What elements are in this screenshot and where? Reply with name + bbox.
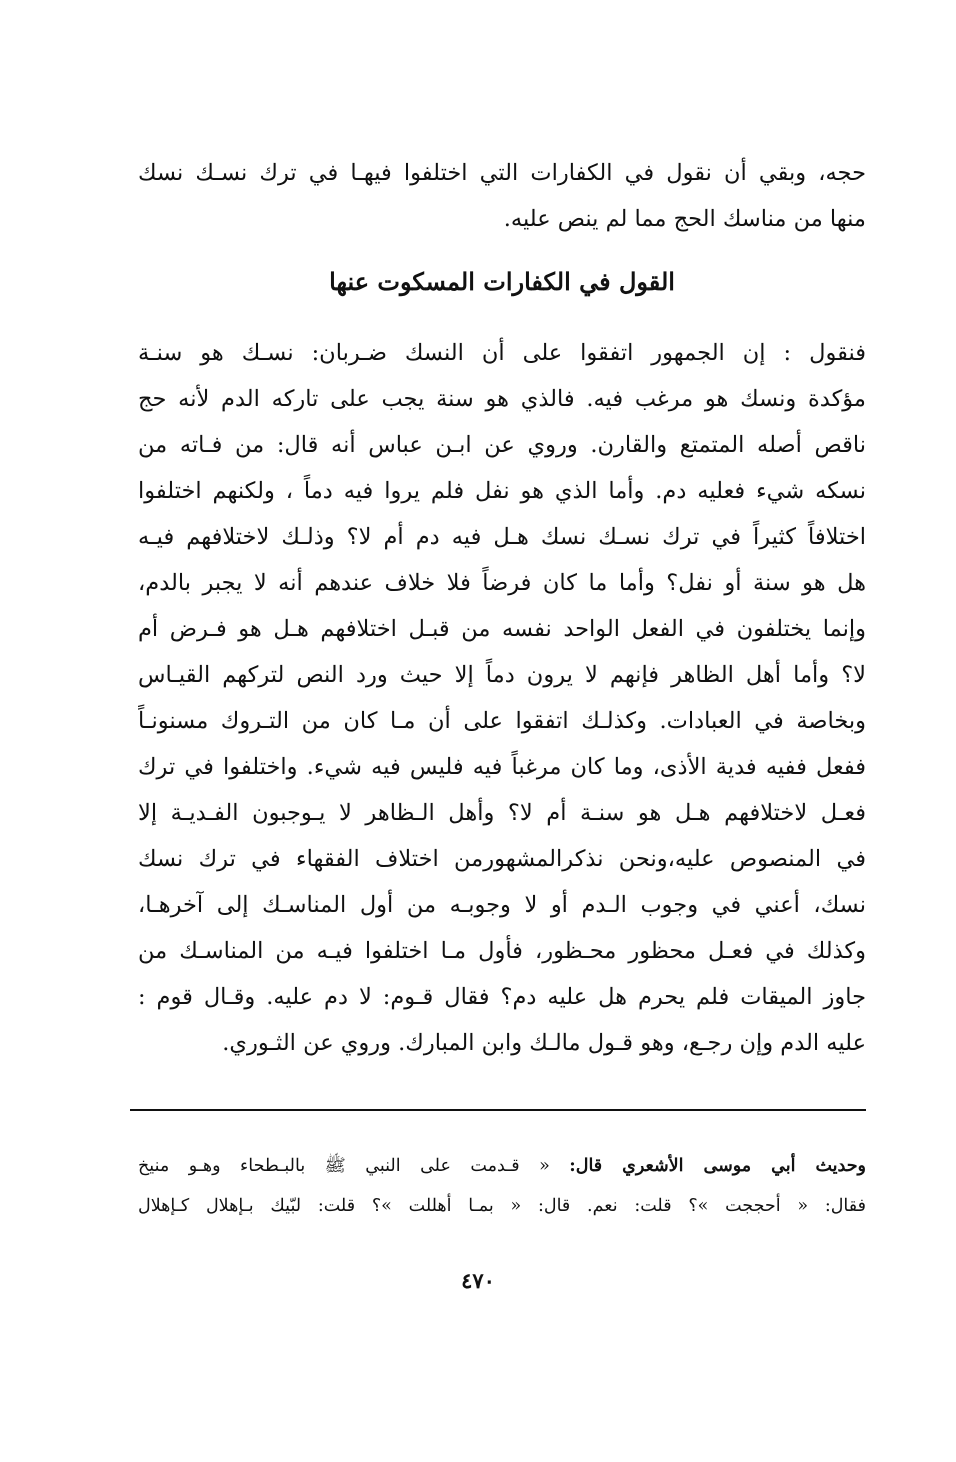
- page-number: ٤٧٠: [461, 1268, 495, 1293]
- body-line: اختلافاً كثيراً في ترك نسـك نسك هـل فيه دم أم لا؟ وذلـك لاختلافهم فيـه: [138, 524, 866, 550]
- body-paragraph: [138, 330, 866, 1066]
- footnote-line: [138, 1146, 866, 1186]
- body-line: مؤكدة ونسك هو مرغب فيه. فالذي هو سنة يجب على تاركه الدم لأنه حج: [138, 386, 866, 412]
- body-line: فعـل لاختلافهم هـل هو سنـة أم لا؟ وأهل الـظاهر لا يـوجبون الفـديـة إلا: [138, 800, 866, 826]
- footnote-line: فقال: « أحججت »؟ قلت: نعم. قال: « بمـا أهللت »؟ قلت: لبّيك بـإهلال كـإهلال: [138, 1196, 866, 1216]
- body-line: عليه الدم وإن رجـع، وهو قـول مالـك وابن المبارك. وروي عن الثـوري.: [222, 1030, 866, 1056]
- section-heading: القول في الكفارات المسكوت عنها: [329, 267, 675, 296]
- footnote-divider: [130, 1109, 866, 1111]
- body-line: وكذلك في فعـل محظور محـظور، فأول مـا اختلفوا فيـه من المناسـك من: [138, 938, 866, 964]
- body-line: لا؟ وأما أهل الظاهر فإنهم لا يرون دماً إلا حيث ورد النص لتركهم القيـاس: [138, 662, 866, 688]
- body-line: جاوز الميقات فلم يحرم هل عليه دم؟ فقال قـوم: لا دم عليه. وقـال قوم :: [138, 984, 866, 1010]
- intro-line: حجه، وبقي أن نقول في الكفارات التي اختلفوا فيهـا في ترك نسـك نسك: [138, 160, 866, 186]
- body-line: نسكه شيء فعليه دم. وأما الذي هو نفل فلم يروا فيه دماً ، ولكنهم اختلفوا: [138, 478, 866, 504]
- footnote-lead: وحديث أبي موسى الأشعري قال:: [569, 1156, 866, 1176]
- body-line: هل هو سنة أو نفل؟ وأما ما كان فرضاً فلا خلاف عندهم أنه لا يجبر بالدم،: [138, 570, 866, 596]
- footnote-line-rest: « قـدمت على النبي ﷺ بالبـطحاء وهـو منيخ: [138, 1156, 570, 1176]
- body-line: فنقول : إن الجمهور اتفقوا على أن النسك ضـربان: نسـك هو سنـة: [138, 340, 866, 366]
- body-line: وإنما يختلفون في الفعل الواحد نفسه من قبـل اختلافهم هـل هو فـرض أم: [138, 616, 866, 642]
- body-line: ففعل ففيه فدية الأذى، وما كان مرغباً فيه فليس فيه شيء. واختلفوا في ترك: [138, 754, 866, 780]
- footnote: [138, 1146, 866, 1226]
- intro-line: منها من مناسك الحج مما لم ينص عليه.: [503, 206, 866, 232]
- body-line: وبخاصة في العبادات. وكذلـك اتفقوا على أن مـا كان من التـروك مسنونـاً: [138, 708, 866, 734]
- body-line: نسك، أعني في وجوب الـدم أو لا وجوبـه من أول المناسـك إلى آخرهـا،: [138, 892, 866, 918]
- body-line: ناقص أصله المتمتع والقارن. وروي عن ابـن عباس أنه قال: من فـاته من: [138, 432, 866, 458]
- body-line: في المنصوص عليه،ونحن نذكرالمشهورمن اختلاف الفقهاء في ترك نسك: [138, 846, 866, 872]
- intro-paragraph: [138, 150, 866, 242]
